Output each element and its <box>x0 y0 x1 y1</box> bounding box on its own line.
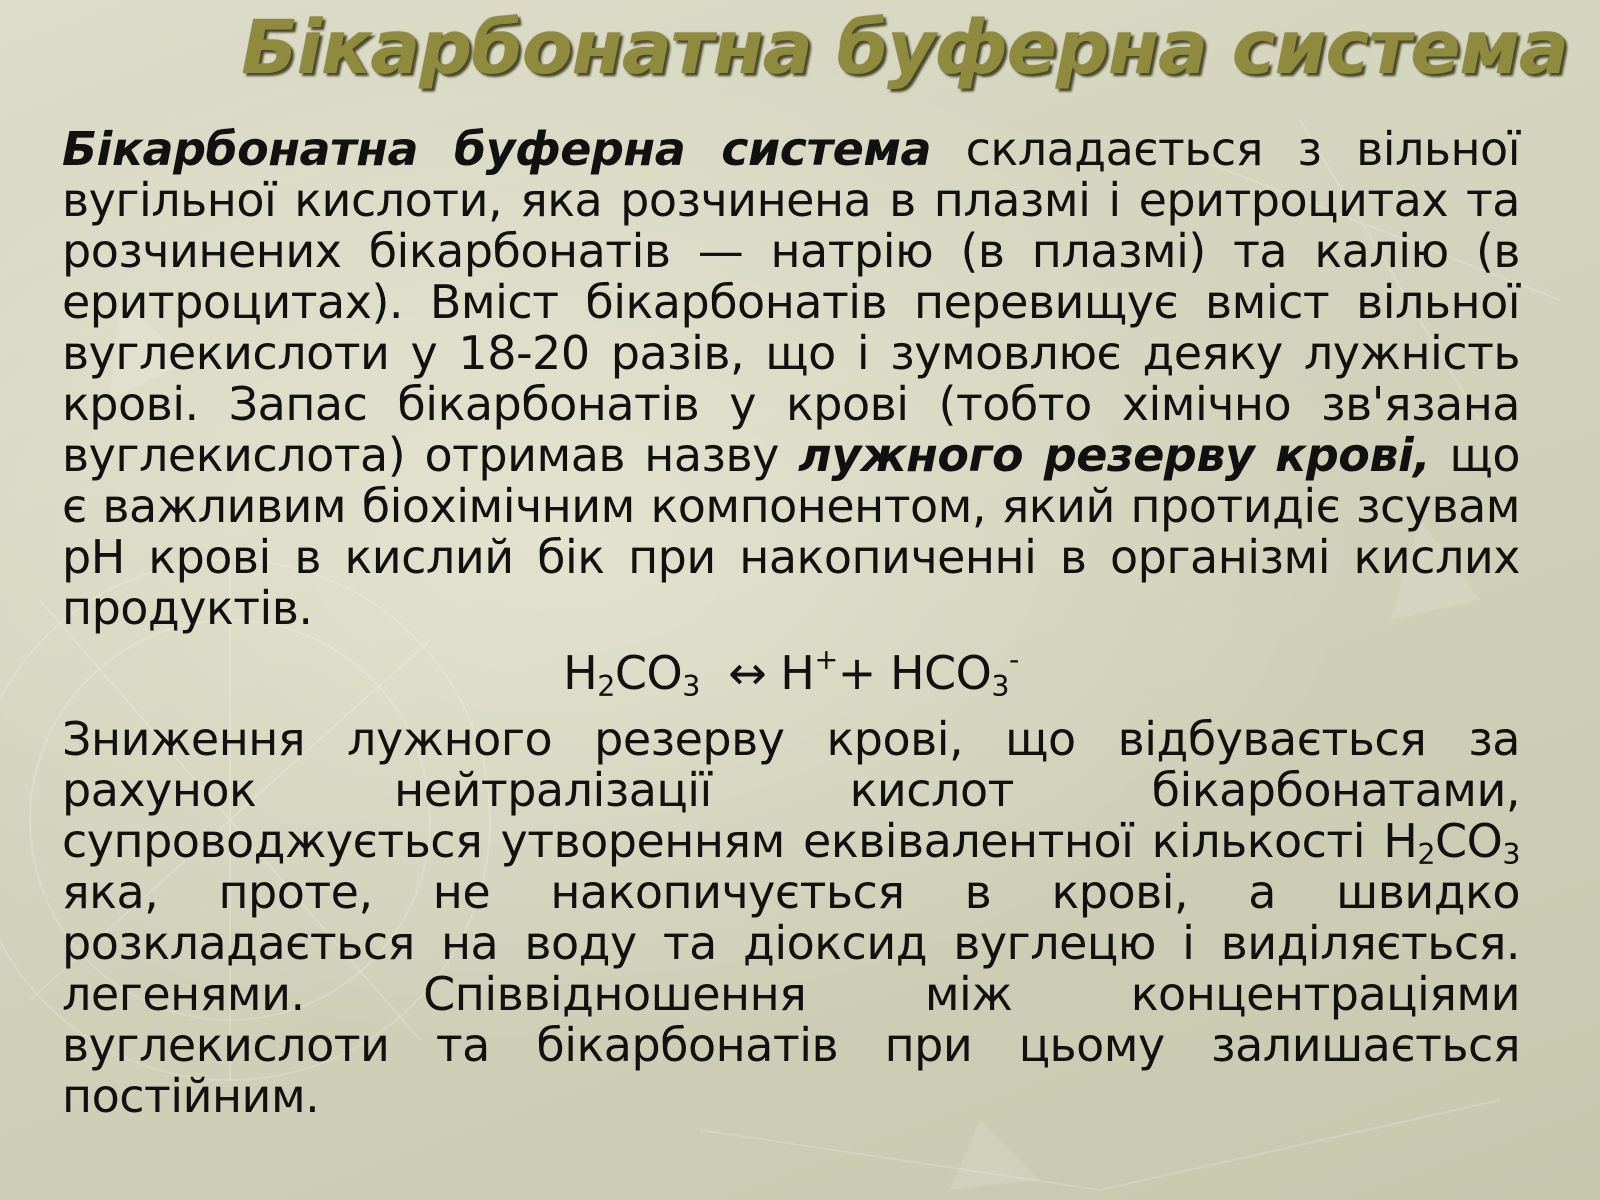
paragraph-alkaline-reserve-decrease <box>62 714 1520 1122</box>
lead-term: Бікарбонатна буферна система <box>62 122 932 176</box>
paragraph2-text-b: яка, проте, не накопичується в крові, а швидко розкладається на воду та діоксид вуглецю і виділяється. легенями. Співвідношення між концентраціями вуглекислоти та бікарбонатів при цьому залишається постійним. <box>62 865 1520 1123</box>
paragraph2-text-a: Зниження лужного резерву крові, що відбувається за рахунок нейтралізації кислот бікарбонатами, супроводжується утворенням еквівалентної кількості <box>62 712 1520 868</box>
equilibrium-arrow: ↔ <box>728 646 767 700</box>
alkaline-reserve-term: лужного резерву крові, <box>798 428 1431 482</box>
paragraph-bicarbonate-description <box>62 124 1520 634</box>
inline-formula: $H_2CO_3$ <box>1383 814 1520 872</box>
slide-title: Бікарбонатна буферна система <box>241 5 1568 91</box>
paragraph1-text-b: що є важливим біохімічним компонентом, який протидіє зсувам рН крові в кислий бік при накопиченні в організмі кислих продуктів. <box>62 428 1521 635</box>
slide-body <box>62 124 1520 1122</box>
paragraph1-text-a: складається з вільної вугільної кислоти, яка розчинена в плазмі і еритроцитах та розчинених бікарбонатів — натрію (в плазмі) та калію (в еритроцитах). Вміст бікарбонатів перевищує вміст вільної вуглекислоти у 18-20 разів, що і зумовлює деяку лужність крові. Запас бікарбонатів у крові (тобто хімічно зв'язана вуглекислота) отримав назву <box>62 122 1520 482</box>
chemical-equation: $H_2CO_3$ ↔ $H^++ HCO_3^-$ <box>563 643 1019 704</box>
